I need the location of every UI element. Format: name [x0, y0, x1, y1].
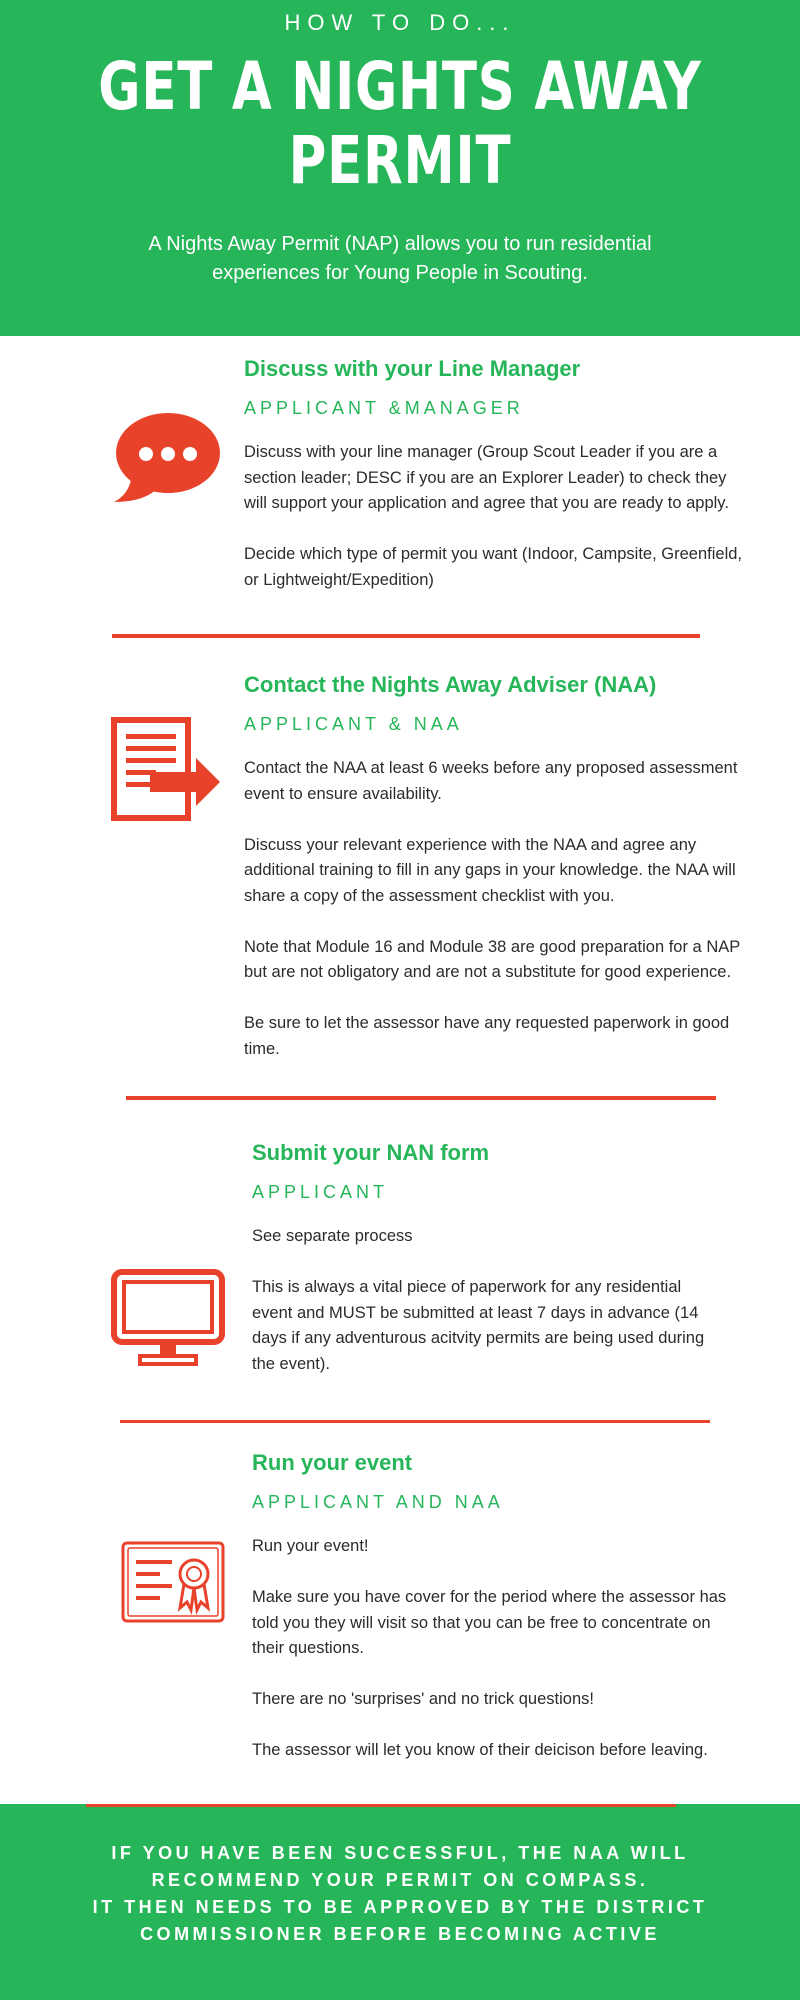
step-2-paragraph-2: Discuss your relevant experience with the NAA and agree any additional training to fill in any gaps in your knowledge. the NAA will share a copy of the assessment checklist with you. [244, 835, 736, 905]
step-2-title: Contact the Nights Away Adviser (NAA) [244, 672, 657, 697]
footer-line-1: IF YOU HAVE BEEN SUCCESSFUL, THE NAA WILL RECOMMEND YOUR PERMIT ON COMPASS. [111, 1843, 689, 1890]
step-2-paragraph-1: Contact the NAA at least 6 weeks before any proposed assessment event to ensure availability. [244, 759, 738, 803]
step-4-title: Run your event [252, 1450, 413, 1475]
document-arrow-icon [110, 716, 222, 827]
step-1-paragraph-1: Discuss with your line manager (Group Scout Leader if you are a section leader; DESC if you are an Explorer Leader) to check they will support your application and agree that you are ready to apply. [244, 443, 729, 512]
step-4-paragraph-1: Run your event! [252, 1537, 369, 1555]
step-3-paragraph-1: See separate process [252, 1227, 413, 1245]
step-1-role: APPLICANT &MANAGER [244, 398, 524, 418]
monitor-icon [110, 1268, 230, 1375]
step-3-title: Submit your NAN form [252, 1140, 490, 1165]
header-banner [0, 0, 800, 336]
step-2-body [244, 756, 744, 1062]
step-1-title: Discuss with your Line Manager [244, 356, 581, 381]
step-3-body [252, 1224, 712, 1377]
footer-line-2: IT THEN NEEDS TO BE APPROVED BY THE DISTRICT COMMISSIONER BEFORE BECOMING ACTIVE [92, 1897, 708, 1944]
step-2-role: APPLICANT & NAA [244, 714, 463, 734]
page-title: GET A NIGHTS AWAY PERMIT [98, 48, 702, 199]
step-4-section [0, 1428, 800, 1798]
step-4-paragraph-4: The assessor will let you know of their deicison before leaving. [252, 1741, 708, 1759]
step-4-paragraph-2: Make sure you have cover for the period where the assessor has told you they will visit so that you can be free to concentrate on their questions. [252, 1588, 727, 1657]
divider-1 [112, 634, 700, 638]
footer-banner [0, 1804, 800, 2000]
certificate-icon [120, 1540, 226, 1629]
step-2-section [0, 652, 800, 1092]
divider-3 [120, 1420, 710, 1423]
step-4-paragraph-3: There are no 'surprises' and no trick questions! [252, 1690, 594, 1708]
step-1-section [0, 336, 800, 636]
footer-divider [86, 1804, 676, 1807]
divider-2 [126, 1096, 716, 1100]
speech-bubble-icon [110, 410, 222, 513]
step-3-role: APPLICANT [252, 1182, 389, 1202]
footer-text [60, 1840, 740, 1948]
step-4-role: APPLICANT AND NAA [252, 1492, 504, 1512]
step-2-paragraph-3: Note that Module 16 and Module 38 are good preparation for a NAP but are not obligatory and are not a substitute for good experience. [244, 937, 740, 981]
step-1-body [244, 440, 744, 593]
step-4-body [252, 1534, 732, 1764]
header-kicker: HOW TO DO... [284, 10, 516, 35]
step-3-section [0, 1118, 800, 1418]
step-2-paragraph-4: Be sure to let the assessor have any requested paperwork in good time. [244, 1014, 730, 1058]
step-3-paragraph-2: This is always a vital piece of paperwork for any residential event and MUST be submitted at least 7 days in advance (14 days if any adventurous acitvity permits are being used during the event). [252, 1278, 705, 1373]
header-intro: A Nights Away Permit (NAP) allows you to run residential experiences for Young People in Scouting. [148, 233, 652, 284]
step-1-paragraph-2: Decide which type of permit you want (Indoor, Campsite, Greenfield, or Lightweight/Expedition) [244, 545, 742, 589]
